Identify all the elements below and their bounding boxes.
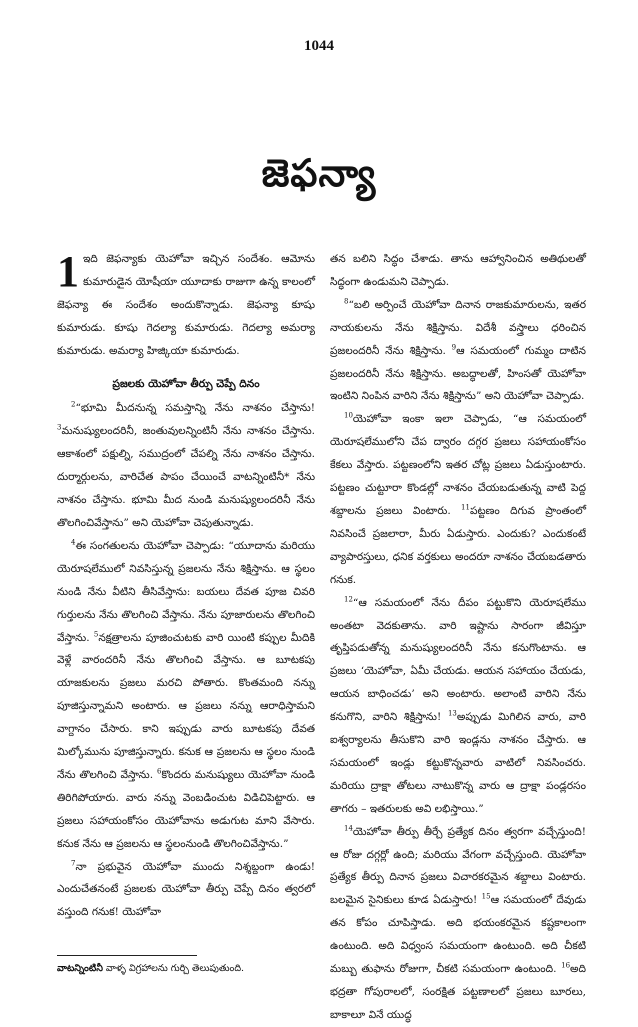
verse-number: 10 [344, 411, 353, 420]
paragraph [330, 408, 586, 591]
verse-number: 6 [156, 767, 162, 776]
chapter-opening [57, 248, 315, 363]
paragraph [57, 535, 315, 856]
paragraph [57, 856, 315, 925]
footnote-text: వాళ్ళ విగ్రహాలను గుర్చి తెలుపుతుంది. [105, 963, 245, 974]
verse-text: అది భద్రతా గోపురాలలో, సంరక్షిత పట్టణాలలో ప్రజలు బూరలు, బాకాలూ వినే యుద్ధ [330, 963, 586, 1021]
footnote [57, 962, 319, 976]
verse-text: యెహోవా ఇంకా ఇలా చెప్పాడు, “ఆ సమయంలో యెరూషలేములోని చేప ద్వారం దగ్గర ప్రజలు సహాయంకోసం కేకలు వేస్తారు. పట్టణంలోని ఇతర చోట్ల ప్రజలు ఏడుస్తుంటారు. పట్టణం చుట్టూరా కొండల్లో నాశనం చేయబడుతున్న వాటి పెద్ద శబ్దాలను ప్రజలు వింటారు. [330, 413, 586, 517]
footnote-divider [57, 955, 197, 956]
paragraph [57, 397, 315, 534]
verse-text: కొందరు మనుష్యులు యెహోవా నుండి తిరిగిపోయారు. వారు నన్ను వెంబడించుట విడిచిపెట్టారు. ఆ ప్రజలు సహాయంకోసం యెహోవాను అడుగుట మాని వేసారు. కనుక నేను ఆ ప్రజలను ఆ స్థలంనుండి తొలగించివేస్తాను.” [57, 768, 316, 850]
verse-text: నా ప్రభువైన యెహోవా ముందు నిశ్శబ్దంగా ఉండు! ఎందుచేతనంటే ప్రజలకు యెహోవా తీర్పు చెప్పే దినం త్వరలో వస్తుంది గనుక! యెహోవా [57, 860, 315, 919]
chapter-number: 1 [57, 247, 79, 296]
verse-text: “భూమి మీదనున్న సమస్తాన్ని నేను నాశనం చేస్తాను! [75, 402, 315, 415]
verse-text: ఆ సమయంలో గుమ్మం దాటిన ప్రజలందరినీ నేను శిక్షిస్తాను. అబద్ధాలతో, హింసతో యెహోవా ఇంటిని నింపిన వారిని నేను శిక్షిస్తాను” అని యెహోవా చెప్పాడు. [330, 344, 586, 403]
page-number: 1044 [304, 38, 334, 54]
paragraph [330, 592, 586, 821]
verse-number: 2 [71, 400, 76, 409]
paragraph [330, 248, 586, 294]
right-column [330, 248, 586, 1027]
verse-number: 16 [561, 961, 571, 970]
verse-text: యెహోవా తీర్పు తీర్చే ప్రత్యేక దినం త్వరగా వచ్చేస్తుంది! ఆ రోజు దగ్గర్లో ఉంది; మరియు వేగంగా వచ్చేస్తుంది. యెహోవా ప్రత్యేక తీర్పు దినాన ప్రజలు విచారకరమైన శబ్దాలు వింటారు. బలమైన సైనికులు కూడ ఏడుస్తారు! [330, 825, 586, 907]
verse-number: 15 [481, 892, 491, 901]
verse-text: “ఆ సమయంలో నేను దీపం పట్టుకొని యెరూషలేము అంతటా వెదకుతాను. వారి ఇష్టాను సారంగా జీవిస్తూ తృప్తిపడుతోన్న మనుష్యులందరినీ నేను కనుగొంటాను. ఆ ప్రజలు ‘యెహోవా, ఏమీ చేయడు. ఆయన సహాయం చేయడు, ఆయన బాధించడు’ అని అంటారు. అలాంటి వారిని నేను కనుగొని, వారిని శిక్షిస్తాను! [330, 596, 586, 724]
left-column [57, 248, 315, 924]
verse-text: ఆ సమయంలో దేవుడు తన కోపం చూపిస్తాడు. అది భయంకరమైన కష్టకాలంగా ఉంటుంది. అది విధ్వంస సమయంగా ఉంటుంది. అది చీకటి మబ్బు తుఫాను రోజుగా, చీకటి సమయంగా ఉంటుంది. [330, 894, 586, 976]
verse-number: 3 [57, 423, 62, 432]
verse-number: 9 [451, 343, 457, 352]
verse-text: నక్షత్రాలను పూజించుటకు వారి యింటి కప్పుల మీదికి వెళ్లే వారందరినీ నేను తొలగించి వేస్తాను. ఆ బూటకపు యాజకులను ప్రజలు మరచి పోతారు. కొంతమంది నన్ను పూజిస్తున్నామని అంటారు. ఆ ప్రజలు నన్ను ఆరాధిస్తామని వాగ్దానం చేసారు. కాని ఇప్పుడు వారు బూటకపు దేవత మిల్కోమును పూజిస్తున్నారు. కనుక ఆ ప్రజలను ఆ స్థలం నుండి నేను తొలగించి వేస్తాను. [57, 631, 315, 781]
footnote-term: వాటన్నింటినీ [57, 963, 103, 974]
verse-text: మనుష్యులందరినీ, జంతువులన్నింటినీ నేను నాశనం చేస్తాను. ఆకాశంలో పక్షుల్ని, సముద్రంలో చేపల్ని నేను నాశనం చేస్తాను. దుర్మార్గులను, వారిచేత పాపం చేయించే వాటన్నింటినీ* నేను నాశనం చేస్తాను. భూమి మీద నుండి మనుష్యులందరినీ నేను తొలగించివేస్తాను” అని యెహోవా చెపుతున్నాడు. [57, 425, 315, 529]
verse-number: 4 [71, 538, 76, 547]
verse-text: తన బలిని సిద్ధం చేశాడు. తాను ఆహ్వానించిన అతిథులతో సిద్ధంగా ఉండుమని చెప్పాడు. [330, 253, 586, 288]
verse-number: 14 [344, 824, 353, 833]
verse-number: 7 [71, 859, 76, 868]
verse-number: 8 [344, 297, 349, 306]
verse-text: “బలి అర్పించే యెహోవా దినాన రాజకుమారులను, ఇతర నాయకులను నేను శిక్షిస్తాను. విదేశీ వస్త్రాలు ధరించిన ప్రజలందరినీ నేను శిక్షిస్తాను. [330, 298, 586, 357]
verse-text: ఇది జెఫన్యాకు యెహోవా ఇచ్చిన సందేశం. ఆమోను కుమారుడైన యోషీయా యూదాకు రాజుగా ఉన్న కాలంలో జెఫన్యా ఈ సందేశం అందుకొన్నాడు. జెఫన్యా కూషు కుమారుడు. కూషు గెదల్యా కుమారుడు. గెదల్యా అమర్యా కుమారుడు. అమర్యా హిజ్కియా కుమారుడు. [57, 253, 315, 357]
verse-number: 5 [93, 629, 99, 638]
verse-number: 11 [461, 503, 470, 512]
paragraph [330, 294, 586, 409]
section-heading: ప్రజలకు యెహోవా తీర్పు చెప్పే దినం [112, 377, 260, 390]
verse-number: 13 [447, 709, 457, 718]
paragraph [330, 821, 586, 1027]
book-title: జెఫన్యా [261, 150, 377, 195]
verse-text: అప్పుడు మిగిలిన వారు, వారి ఐశ్వర్యాలను తీసుకొని వారి ఇండ్లను నాశనం చేస్తారు. ఆ సమయంలో ఇండ్లు కట్టుకొన్నవారు వాటిలో నివసించరు. మరియు ద్రాక్షా తోటలు నాటుకొన్న వారు ఆ ద్రాక్షా పండ్లరసం తాగరు – ఇతరులకు అవి లభిస్తాయి.” [330, 711, 586, 815]
verse-text: పట్టణం దిగువ ప్రాంతంలో నివసించే ప్రజలారా, మీరు ఏడుస్తారు. ఎందుకు? ఎందుకంటే వ్యాపారస్తులు, ధనిక వర్తకులు అందరూ నాశనం చేయబడతారు గనుక. [330, 504, 586, 586]
verse-text: ఈ సంగతులను యెహోవా చెప్పాడు: “యూదాను మరియు యెరూషలేములో నివసిస్తున్న ప్రజలను నేను శిక్షిస్తాను. ఆ స్థలం నుండి నేను వీటిని తీసివేస్తాను: బయలు దేవత పూజ చివరి గుర్తులను నేను తొలగించి వేస్తాను. నేను పూజారులను తొలగించి వేస్తాను. [57, 539, 315, 644]
verse-number: 12 [344, 595, 353, 604]
